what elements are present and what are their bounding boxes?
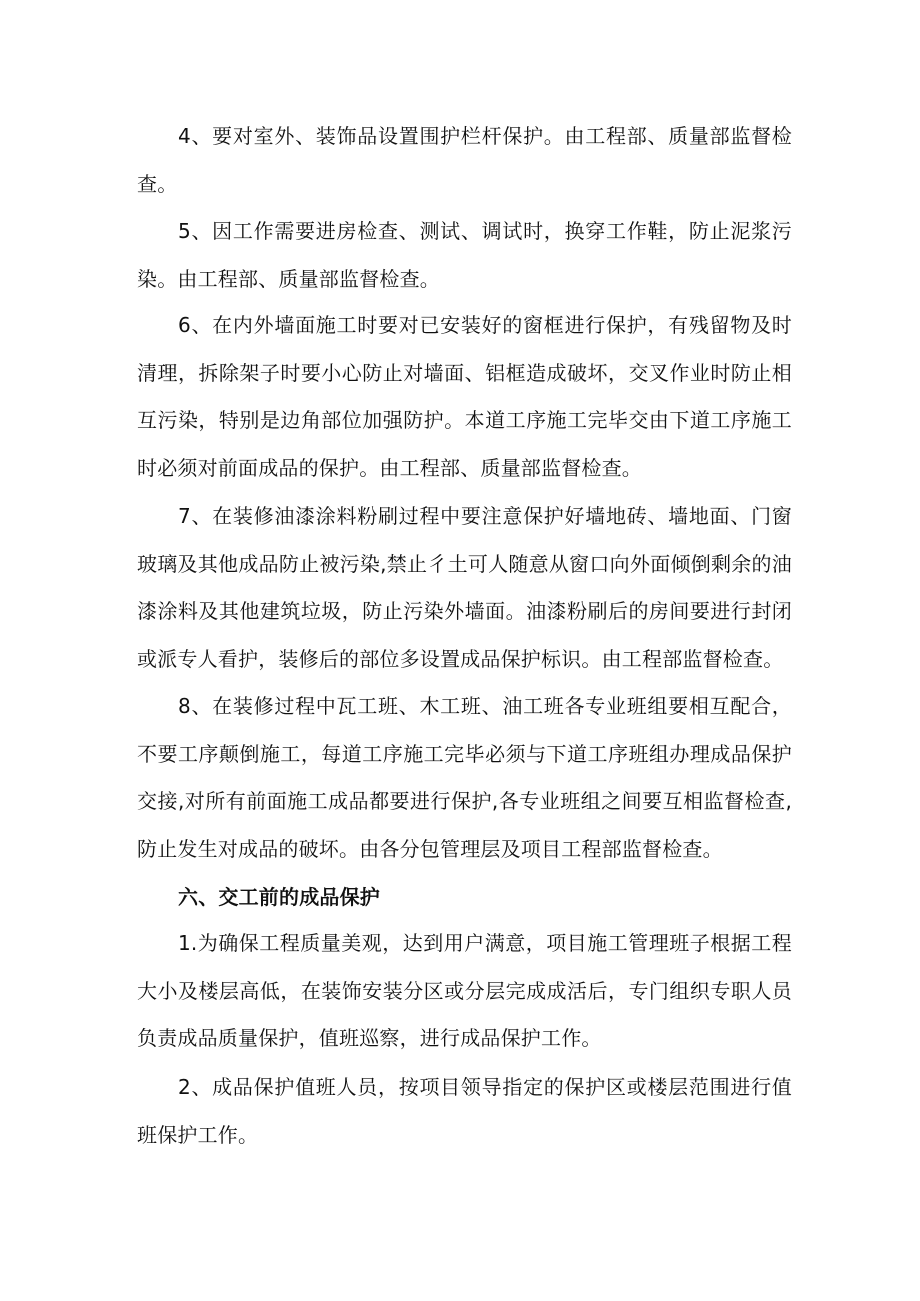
- paragraph-item-7: 7、在装修油漆涂料粉刷过程中要注意保护好墙地砖、墙地面、门窗玻璃及其他成品防止被污染,禁止彳土可人随意从窗口向外面倾倒剩余的油漆涂料及其他建筑垃圾，防止污染外墙面。油漆粉刷后的房间要进行封闭或派专人看护，装修后的部位多设置成品保护标识。由工程部监督检查。: [137, 504, 792, 671]
- section-paragraph-1: 1.为确保工程质量美观，达到用户满意，项目施工管理班子根据工程大小及楼层高低，在装饰安装分区或分层完成成活后，专门组织专职人员负责成品质量保护，值班巡察，进行成品保护工作。: [137, 931, 792, 1051]
- paragraph-item-5: 5、因工作需要进房检查、测试、调试时，换穿工作鞋，防止泥浆污染。由工程部、质量部监督检查。: [137, 219, 792, 291]
- section-paragraph-2: 2、成品保护值班人员，按项目领导指定的保护区或楼层范围进行值班保护工作。: [137, 1075, 792, 1147]
- paragraph-item-8: 8、在装修过程中瓦工班、木工班、油工班各专业班组要相互配合，不要工序颠倒施工，每道工序施工完毕必须与下道工序班组办理成品保护交接,对所有前面施工成品都要进行保护,各专业班组之间要互相监督检查,防止发生对成品的破坏。由各分包管理层及项目工程部监督检查。: [137, 694, 792, 861]
- paragraph-item-4: 4、要对室外、装饰品设置围护栏杆保护。由工程部、质量部监督检查。: [137, 124, 792, 196]
- paragraph-item-6: 6、在内外墙面施工时要对已安装好的窗框进行保护，有残留物及时清理，拆除架子时要小心防止对墙面、铝框造成破坏，交叉作业时防止相互污染，特别是边角部位加强防护。本道工序施工完毕交由下道工序施工时必须对前面成品的保护。由工程部、质量部监督检查。: [137, 313, 792, 480]
- section-heading: 六、交工前的成品保护: [178, 885, 380, 909]
